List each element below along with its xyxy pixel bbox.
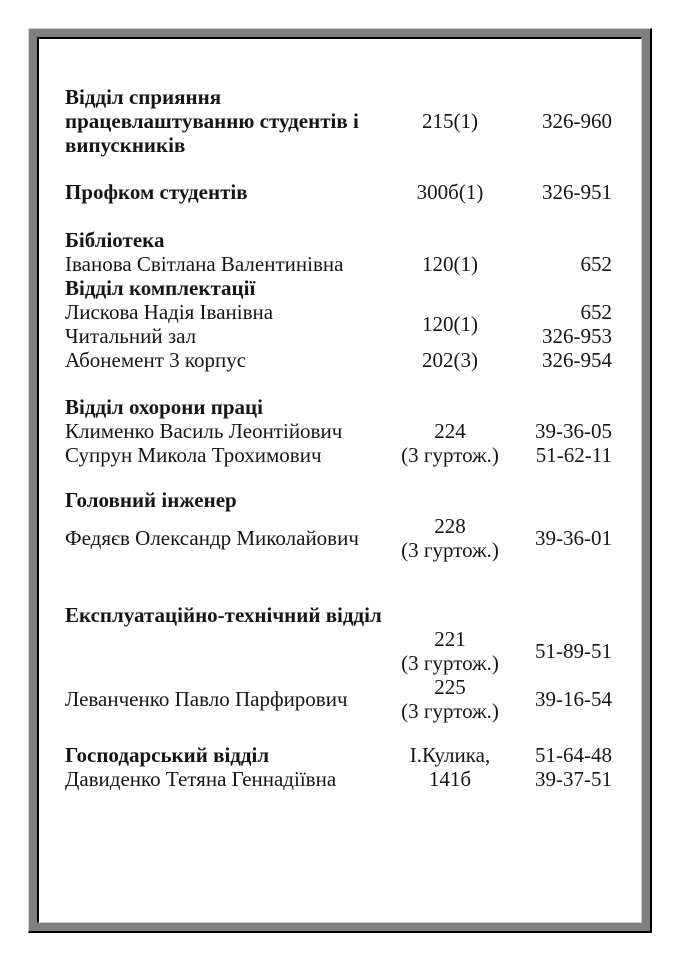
page-border-band (29, 29, 650, 931)
room-number: 300б(1) (416, 180, 484, 204)
room-number: 202(3) (422, 348, 478, 372)
phone-number: 39-36-01 (535, 526, 612, 550)
room-number: 221 (434, 627, 466, 651)
phone-number: 326-954 (542, 348, 612, 372)
directory-row (65, 300, 612, 348)
entry-name: Федяєв Олександр Миколайович (65, 526, 359, 550)
department-title: Бібліотека (65, 228, 165, 252)
room-number: (3 гуртож.) (401, 699, 499, 723)
directory-row (65, 627, 612, 675)
room-number-cell (375, 180, 525, 204)
room-number-cell (375, 603, 525, 627)
department-title-cell (65, 180, 375, 204)
phone-number: 39-37-51 (535, 767, 612, 791)
section-maintenance-department (65, 603, 612, 723)
room-number-cell (375, 627, 525, 675)
room-number-cell (375, 228, 525, 252)
section-student-union (65, 180, 612, 204)
phone-number: 652 (580, 252, 612, 276)
phone-number-cell (525, 743, 612, 767)
entry-name-cell (65, 300, 375, 348)
room-number: 141б (428, 767, 472, 791)
entry-name-cell (65, 514, 375, 562)
entry-name-cell (65, 348, 375, 372)
entry-name: Читальний зал (65, 324, 197, 348)
phone-number: 326-960 (542, 109, 612, 133)
department-title: Експлуатаційно-технічний відділ (65, 603, 382, 627)
phone-number: 39-16-54 (535, 687, 612, 711)
room-number: (3 гуртож.) (401, 538, 499, 562)
section-employment-office (65, 85, 612, 157)
section-household-department (65, 743, 612, 791)
directory-row (65, 228, 612, 252)
room-number-cell (375, 767, 525, 791)
department-title-cell (65, 276, 375, 300)
phone-number-cell (525, 228, 612, 252)
phone-number-cell (525, 395, 612, 419)
directory-row (65, 419, 612, 467)
room-number: І.Кулика, (409, 743, 491, 767)
room-number-cell (375, 419, 525, 467)
page-border-inner-line (37, 37, 642, 923)
entry-name: Лискова Надія Іванівна (65, 300, 274, 324)
entry-name-cell (65, 767, 375, 791)
department-title-cell (65, 395, 375, 419)
room-number-cell (375, 743, 525, 767)
directory-row (65, 767, 612, 791)
room-number: 215(1) (422, 109, 478, 133)
phone-number-cell (525, 419, 612, 467)
department-title: випускників (65, 133, 186, 157)
room-number-cell (375, 348, 525, 372)
department-title-cell (65, 743, 375, 767)
phone-number-cell (525, 675, 612, 723)
room-number-cell (375, 675, 525, 723)
phone-number-cell (525, 252, 612, 276)
directory-row (65, 395, 612, 419)
directory-row (65, 276, 612, 300)
section-labor-safety-department (65, 395, 612, 467)
phone-number-cell (525, 300, 612, 348)
directory-row (65, 514, 612, 562)
room-number-cell (375, 276, 525, 300)
phone-number-cell (525, 627, 612, 675)
section-library (65, 228, 612, 372)
room-number-cell (375, 395, 525, 419)
department-title: Відділ охорони праці (65, 395, 263, 419)
directory-row (65, 180, 612, 204)
department-title: Профком студентів (65, 180, 248, 204)
entry-name-cell (65, 675, 375, 723)
directory (65, 85, 612, 791)
room-number: 225 (434, 675, 466, 699)
department-title: Господарський відділ (65, 743, 270, 767)
room-number: 224 (434, 419, 466, 443)
phone-number: 326-951 (542, 180, 612, 204)
entry-name: Клименко Василь Леонтійович (65, 419, 343, 443)
room-number-cell (375, 514, 525, 562)
page-border-frame (28, 28, 652, 933)
room-number-cell (375, 300, 525, 348)
phone-number: 652 (580, 300, 612, 324)
directory-row (65, 603, 612, 627)
phone-number-cell (525, 276, 612, 300)
department-title: працевлаштуванню студентів і (65, 109, 359, 133)
directory-row (65, 252, 612, 276)
phone-number-cell (525, 603, 612, 627)
department-title-cell (65, 228, 375, 252)
department-title-cell (65, 603, 382, 627)
phone-number: 326-953 (542, 324, 612, 348)
entry-name-cell (65, 419, 375, 467)
room-number-cell (375, 85, 525, 157)
phone-number-cell (525, 488, 612, 512)
directory-row (65, 85, 612, 157)
room-number: 120(1) (422, 312, 478, 336)
department-title: Відділ комплектації (65, 276, 256, 300)
phone-number-cell (525, 767, 612, 791)
directory-row (65, 743, 612, 767)
entry-name-cell (65, 627, 375, 675)
room-number: 120(1) (422, 252, 478, 276)
room-number-cell (375, 488, 525, 512)
entry-name: Іванова Світлана Валентинівна (65, 252, 344, 276)
room-number: 228 (434, 514, 466, 538)
phone-number-cell (525, 180, 612, 204)
phone-directory-content (39, 39, 641, 922)
phone-number-cell (525, 85, 612, 157)
phone-number: 39-36-05 (535, 419, 612, 443)
phone-number-cell (525, 514, 612, 562)
phone-number-cell (525, 348, 612, 372)
department-title-cell (65, 85, 375, 157)
entry-name: Леванченко Павло Парфирович (65, 687, 348, 711)
entry-name: Абонемент 3 корпус (65, 348, 247, 372)
room-number-cell (375, 252, 525, 276)
department-title: Відділ сприяння (65, 85, 222, 109)
directory-row (65, 488, 612, 512)
directory-row (65, 675, 612, 723)
section-chief-engineer (65, 488, 612, 562)
phone-number: 51-89-51 (535, 639, 612, 663)
entry-name: Давиденко Тетяна Геннадіївна (65, 767, 337, 791)
room-number: (3 гуртож.) (401, 443, 499, 467)
phone-number: 51-64-48 (535, 743, 612, 767)
department-title: Головний інженер (65, 488, 237, 512)
directory-row (65, 348, 612, 372)
room-number: (3 гуртож.) (401, 651, 499, 675)
entry-name: Супрун Микола Трохимович (65, 443, 322, 467)
entry-name-cell (65, 252, 375, 276)
phone-number: 51-62-11 (535, 443, 612, 467)
department-title-cell (65, 488, 375, 512)
